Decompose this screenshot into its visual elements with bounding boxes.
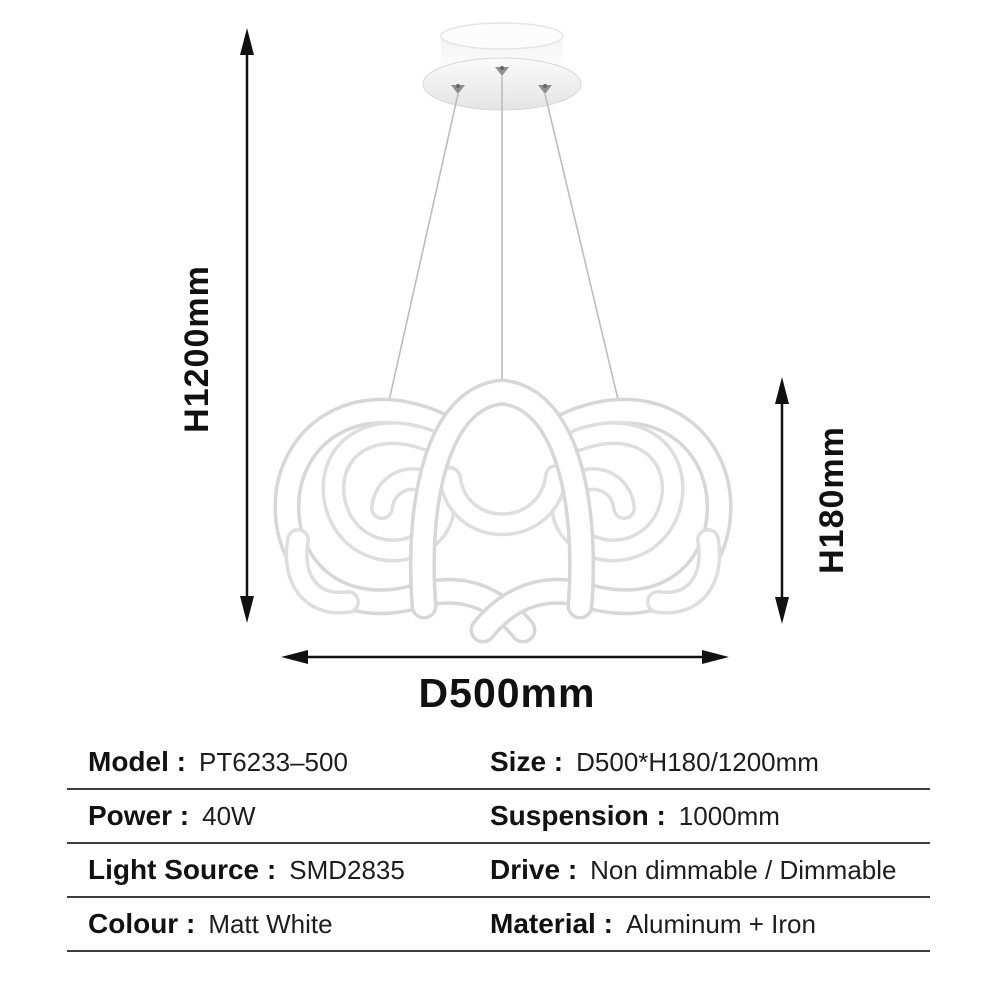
arrowhead-right-icon [702,650,729,664]
spec-row-lightsource-drive [67,844,930,898]
canopy-cylinder-top [441,23,563,49]
arrowhead-left-icon [281,650,308,664]
spec-cell-size [469,746,930,778]
spec-value: D500*H180/1200mm [576,747,819,777]
spec-label: Light Source : [88,854,277,885]
spec-row-model-size [67,736,930,790]
spec-cell-suspension [469,800,930,832]
spec-value: PT6233–500 [199,747,348,777]
spec-value: Non dimmable / Dimmable [590,855,897,885]
wire-right [545,94,621,412]
spec-cell-model [67,746,469,778]
lamp-height-dimension [775,377,851,624]
spec-label: Suspension : [490,800,666,831]
arrowhead-down-icon [240,596,254,623]
spec-value: 1000mm [678,801,780,831]
wire-left [387,94,458,410]
spec-value: 40W [202,801,256,831]
spec-value: SMD2835 [289,855,405,885]
spec-label: Power : [88,800,190,831]
spec-label: Colour : [88,908,196,939]
spec-row-power-suspension [67,790,930,844]
spec-value: Aluminum + Iron [625,909,816,939]
lamp-body [287,392,719,630]
spec-label: Material : [490,908,613,939]
spec-row-colour-material [67,898,930,952]
spec-cell-colour [67,908,469,940]
spec-label: Size : [490,746,564,777]
arrowhead-down-icon [775,597,789,624]
spec-label: Drive : [490,854,578,885]
spec-label: Model : [88,746,186,777]
spec-cell-material [469,908,930,940]
total-height-dimension [178,28,254,623]
total-height-label: H1200mm [177,265,216,433]
lamp-height-label: H180mm [812,426,851,574]
diameter-dimension [281,650,729,716]
ribbon-center-bridge-fill [450,476,556,524]
arrowhead-up-icon [240,28,254,55]
suspension-wires [387,76,621,412]
spec-cell-light-source [67,854,469,886]
arrowhead-up-icon [775,377,789,404]
spec-table [67,736,930,952]
spec-value: Matt White [208,909,333,939]
spec-cell-drive [469,854,930,886]
diameter-label: D500mm [418,670,596,716]
spec-cell-power [67,800,469,832]
